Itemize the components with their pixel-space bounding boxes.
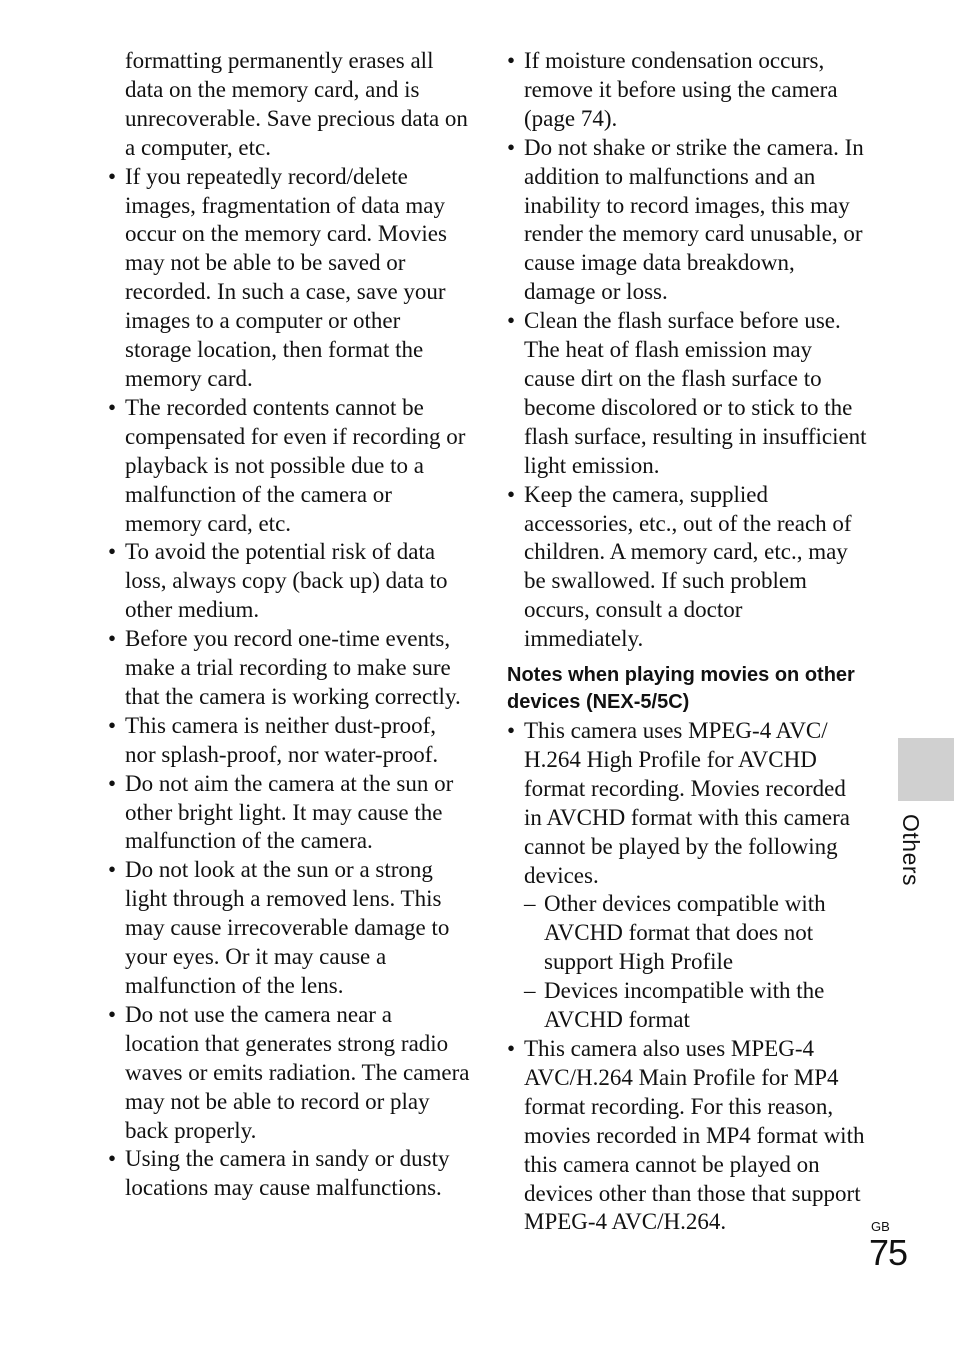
continuation-text: formatting permanently erases all data on the memory card, and is unrecoverable. Save precious data on a computer, etc.: [125, 48, 468, 160]
bullet-item: • Keep the camera, supplied accessories, etc., out of the reach of children. A memory card, etc., may be swallowed. If such problem occurs, consult a doctor immediately.: [507, 481, 867, 654]
bullet-item: • If you repeatedly record/delete images, fragmentation of data may occur on the memory card. Movies may not be able to be saved or recorded. In such a case, save your images to a computer or other storage location, then format the memory card.: [108, 163, 470, 394]
section-tab: [878, 814, 948, 887]
left-column: [108, 47, 470, 1203]
movie-notes-list: [507, 717, 867, 1237]
bullet-item: • If moisture condensation occurs, remove it before using the camera (page 74).: [507, 47, 867, 134]
bullet-item: • The recorded contents cannot be compensated for even if recording or playback is not possible due to a malfunction of the camera or memory card, etc.: [108, 394, 470, 539]
bullet-item: • Do not shake or strike the camera. In addition to malfunctions and an inability to record images, this may render the memory card unusable, or cause image data breakdown, damage or loss.: [507, 134, 867, 307]
bullet-item: • Using the camera in sandy or dusty locations may cause malfunctions.: [108, 1145, 470, 1203]
bullet-item: • Do not look at the sun or a strong light through a removed lens. This may cause irrecoverable damage to your eyes. Or it may cause a malfunction of the lens.: [108, 856, 470, 1001]
sub-item: – Devices incompatible with the AVCHD format: [524, 977, 867, 1035]
region-code: GB: [871, 1219, 890, 1234]
bullet-text: This camera uses MPEG-4 AVC/ H.264 High Profile for AVCHD format recording. Movies recorded in AVCHD format with this camera cannot be played by the following devices.: [524, 718, 850, 888]
left-bullet-list: [108, 163, 470, 1204]
bullet-item: [507, 717, 867, 1035]
right-bullet-list: [507, 47, 867, 654]
section-tab-label: Others: [898, 814, 924, 887]
bullet-item: • Before you record one-time events, make a trial recording to make sure that the camera is working correctly.: [108, 625, 470, 712]
page-number: 75: [869, 1232, 908, 1273]
sub-item: – Other devices compatible with AVCHD format that does not support High Profile: [524, 890, 867, 977]
bullet-item: • To avoid the potential risk of data loss, always copy (back up) data to other medium.: [108, 538, 470, 625]
bullet-item: • This camera is neither dust-proof, nor splash-proof, nor water-proof.: [108, 712, 470, 770]
section-heading: Notes when playing movies on other devices (NEX-5/5C): [507, 664, 855, 714]
right-column: [507, 47, 867, 1237]
bullet-item: • Do not use the camera near a location that generates strong radio waves or emits radiation. The camera may not be able to record or play back properly.: [108, 1001, 470, 1146]
bullet-item: • Clean the flash surface before use. The heat of flash emission may cause dirt on the flash surface to become discolored or to stick to the flash surface, resulting in insufficient light emission.: [507, 307, 867, 480]
incompatible-devices-list: [524, 890, 867, 1035]
bullet-item: • This camera also uses MPEG-4 AVC/H.264 Main Profile for MP4 format recording. For this reason, movies recorded in MP4 format with this camera cannot be played on devices other than those that support MPEG-4 AVC/H.264.: [507, 1035, 867, 1237]
section-tab-marker: [898, 738, 954, 801]
bullet-item: • Do not aim the camera at the sun or other bright light. It may cause the malfunction of the camera.: [108, 770, 470, 857]
